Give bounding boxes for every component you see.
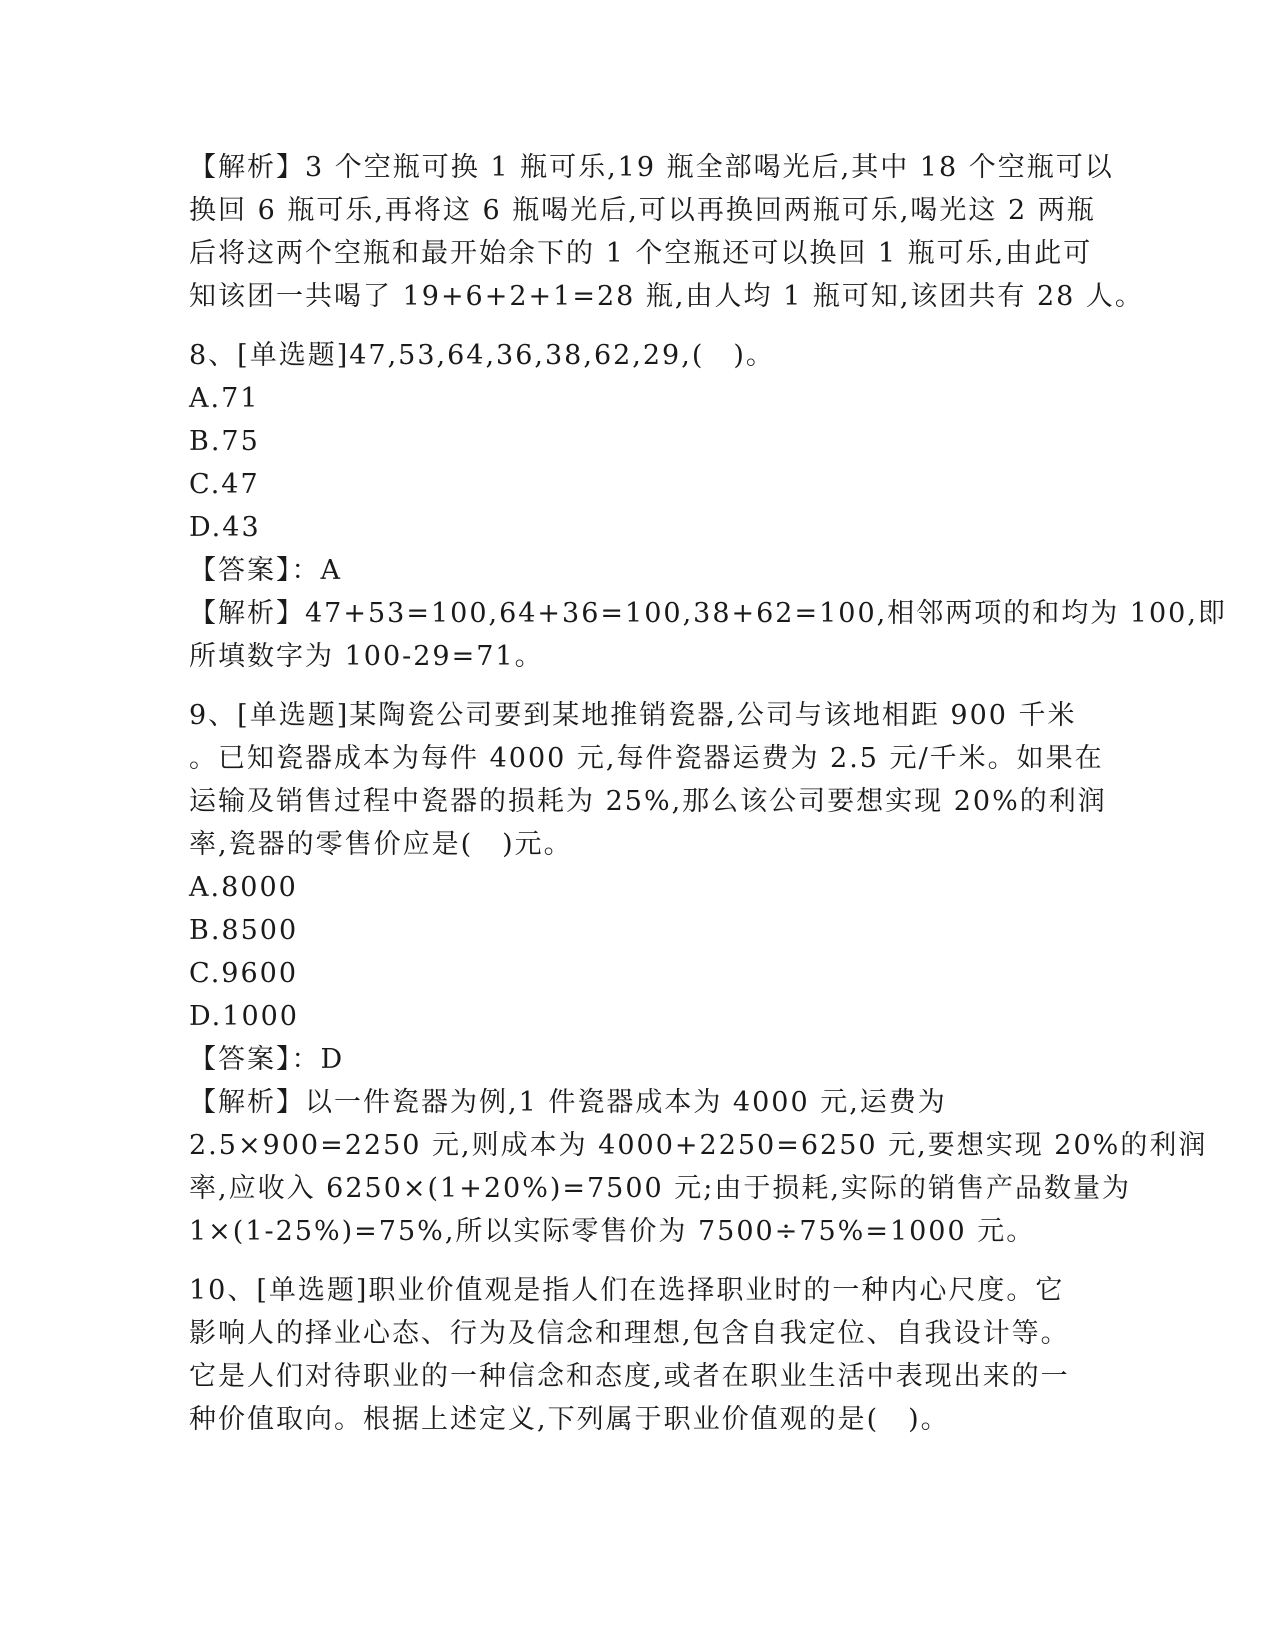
question-10: [189, 1269, 1089, 1441]
question-8: [189, 334, 1227, 678]
analysis-line: 知该团一共喝了 19+6+2+1=28 瓶,由人均 1 瓶可知,该团共有 28 人。: [189, 281, 1144, 312]
stem-line: 率,瓷器的零售价应是( )元。: [189, 829, 573, 860]
option-list: [189, 377, 1089, 549]
document-content: [189, 146, 1227, 1441]
analysis-line: 【解析】以一件瓷器为例,1 件瓷器成本为 4000 元,运费为: [189, 1087, 947, 1118]
previous-question-analysis: [189, 146, 1144, 318]
analysis-line: 1×(1-25%)=75%,所以实际零售价为 7500÷75%=1000 元。: [189, 1216, 1036, 1247]
analysis-line: 2.5×900=2250 元,则成本为 4000+2250=6250 元,要想实现 20%的利润: [189, 1130, 1208, 1161]
analysis: [189, 1081, 1208, 1253]
analysis-line: 【解析】47+53=100,64+36=100,38+62=100,相邻两项的和均为 100,即: [189, 598, 1227, 629]
question-9: [189, 694, 1208, 1253]
analysis-line: 率,应收入 6250×(1+20%)=7500 元;由于损耗,实际的销售产品数量为: [189, 1173, 1131, 1204]
stem-line: 影响人的择业心态、行为及信念和理想,包含自我定位、自我设计等。: [189, 1318, 1070, 1349]
question-stem: [189, 694, 1107, 866]
stem-line: 。已知瓷器成本为每件 4000 元,每件瓷器运费为 2.5 元/千米。如果在: [189, 743, 1104, 774]
stem-line: 9、[单选题]某陶瓷公司要到某地推销瓷器,公司与该地相距 900 千米: [189, 700, 1077, 731]
analysis-line: 后将这两个空瓶和最开始余下的 1 个空瓶还可以换回 1 瓶可乐,由此可: [189, 238, 1093, 269]
option-d: D.1000: [189, 1001, 299, 1032]
option-c: C.47: [189, 469, 260, 500]
question-stem: 8、[单选题]47,53,64,36,38,62,29,( )。: [189, 340, 775, 371]
analysis: [189, 592, 1227, 678]
analysis-line: 换回 6 瓶可乐,再将这 6 瓶喝光后,可以再换回两瓶可乐,喝光这 2 两瓶: [189, 195, 1096, 226]
stem-line: 10、[单选题]职业价值观是指人们在选择职业时的一种内心尺度。它: [189, 1275, 1065, 1306]
option-a: A.8000: [189, 872, 298, 903]
answer: 【答案】：D: [189, 1044, 345, 1075]
analysis-line: 所填数字为 100-29=71。: [189, 641, 544, 672]
option-list: [189, 866, 1089, 1038]
option-a: A.71: [189, 383, 260, 414]
option-b: B.75: [189, 426, 260, 457]
option-d: D.43: [189, 512, 261, 543]
stem-line: 它是人们对待职业的一种信念和态度,或者在职业生活中表现出来的一: [189, 1361, 1070, 1392]
question-stem: [189, 1269, 1089, 1441]
stem-line: 种价值取向。根据上述定义,下列属于职业价值观的是( )。: [189, 1404, 950, 1435]
stem-line: 运输及销售过程中瓷器的损耗为 25%,那么该公司要想实现 20%的利润: [189, 786, 1107, 817]
answer: 【答案】：A: [189, 555, 342, 586]
option-c: C.9600: [189, 958, 298, 989]
option-b: B.8500: [189, 915, 299, 946]
analysis-line: 【解析】3 个空瓶可换 1 瓶可乐,19 瓶全部喝光后,其中 18 个空瓶可以: [189, 152, 1114, 183]
